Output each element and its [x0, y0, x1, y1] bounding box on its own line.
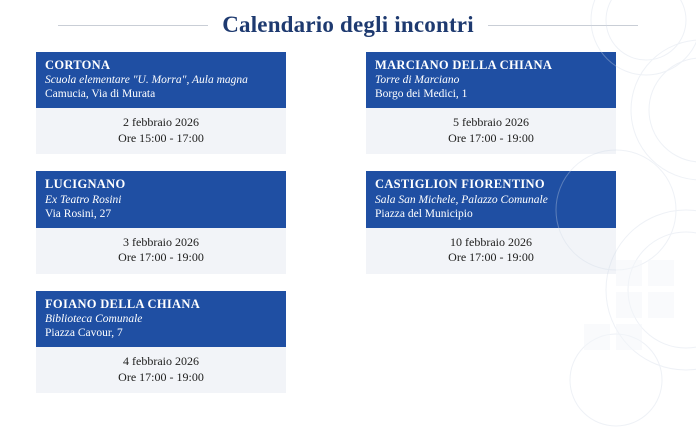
event-address: Via Rosini, 27 [45, 207, 112, 220]
event-venue: Sala San Michele, Palazzo Comunale [375, 193, 548, 206]
event-time: Ore 17:00 - 19:00 [448, 250, 534, 265]
event-time: Ore 17:00 - 19:00 [448, 130, 534, 145]
event-time: Ore 17:00 - 19:00 [118, 369, 204, 384]
title-rule-right [488, 25, 638, 26]
event-address: Camucia, Via di Murata [45, 88, 156, 101]
event-city: MARCIANO DELLA CHIANA [375, 58, 553, 72]
event-body [366, 108, 616, 154]
event-header [36, 291, 286, 347]
page-title-row [18, 0, 678, 46]
event-body [36, 347, 286, 393]
event-header [366, 52, 616, 108]
event-venue: Scuola elementare "U. Morra", Aula magna [45, 74, 248, 87]
event-venue: Ex Teatro Rosini [45, 193, 122, 206]
event-body [36, 108, 286, 154]
event-card [36, 291, 286, 393]
event-date: 4 febbraio 2026 [123, 354, 199, 369]
event-address: Piazza del Municipio [375, 207, 473, 220]
event-date: 5 febbraio 2026 [453, 115, 529, 130]
event-date: 10 febbraio 2026 [450, 234, 532, 249]
event-date: 3 febbraio 2026 [123, 234, 199, 249]
events-columns [18, 46, 678, 393]
event-venue: Biblioteca Comunale [45, 313, 143, 326]
event-body [366, 228, 616, 274]
events-column-right [366, 52, 652, 393]
event-venue: Torre di Marciano [375, 74, 460, 87]
event-city: LUCIGNANO [45, 177, 126, 192]
page-title: Calendario degli incontri [222, 12, 474, 37]
event-address: Piazza Cavour, 7 [45, 327, 123, 340]
event-header [366, 171, 616, 227]
event-header [36, 171, 286, 227]
event-card [366, 52, 616, 154]
event-time: Ore 15:00 - 17:00 [118, 130, 204, 145]
event-time: Ore 17:00 - 19:00 [118, 250, 204, 265]
event-date: 2 febbraio 2026 [123, 115, 199, 130]
event-card [366, 171, 616, 273]
title-rule-left [58, 25, 208, 26]
event-header [36, 52, 286, 108]
event-city: FOIANO DELLA CHIANA [45, 296, 201, 311]
event-city: CASTIGLION FIORENTINO [375, 177, 545, 192]
event-card [36, 171, 286, 273]
event-body [36, 228, 286, 274]
event-address: Borgo dei Medici, 1 [375, 88, 468, 101]
event-city: CORTONA [45, 58, 111, 72]
events-column-left [36, 52, 322, 393]
event-card [36, 52, 286, 154]
